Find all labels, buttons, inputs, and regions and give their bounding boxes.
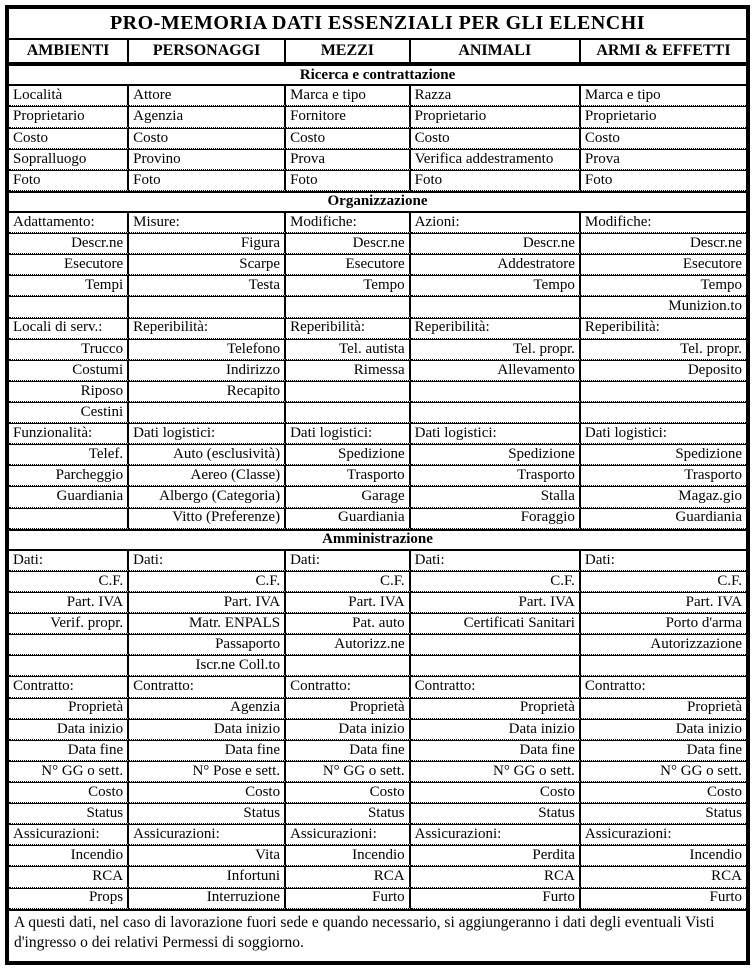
table-cell: Agenzia <box>129 698 286 719</box>
table-cell: N° GG o sett. <box>286 761 411 782</box>
table-cell: Addestratore <box>411 254 581 275</box>
table-cell <box>9 655 129 676</box>
table-cell: Esecutore <box>286 254 411 275</box>
table-cell: Verif. propr. <box>9 613 129 634</box>
table-cell: Razza <box>411 86 581 106</box>
table-cell: Costo <box>9 782 129 803</box>
table-cell: Data fine <box>581 740 746 761</box>
table-cell: Costo <box>286 128 411 149</box>
table-row <box>9 866 746 887</box>
table-cell: Guardiania <box>581 508 746 529</box>
block-header-cell: Assicurazioni: <box>286 824 411 845</box>
table-cell: Trasporto <box>411 465 581 486</box>
block-header-cell: Dati: <box>581 551 746 571</box>
table-cell: Iscr.ne Coll.to <box>129 655 286 676</box>
table-cell <box>9 634 129 655</box>
block-header-cell: Locali di serv.: <box>9 318 129 339</box>
table-cell: Albergo (Categoria) <box>129 486 286 507</box>
table-cell: Costo <box>581 128 746 149</box>
table-cell: Spedizione <box>286 444 411 465</box>
table-cell: Tempo <box>286 275 411 296</box>
section-band: Organizzazione <box>9 191 746 213</box>
table-row <box>9 86 746 106</box>
table-cell: Costo <box>581 782 746 803</box>
block-header-cell: Assicurazioni: <box>581 824 746 845</box>
table-cell: Status <box>129 803 286 824</box>
block-header-row <box>9 676 746 697</box>
table-row <box>9 296 746 317</box>
block-header-cell: Modifiche: <box>581 213 746 233</box>
table-row <box>9 149 746 170</box>
table-cell: Status <box>411 803 581 824</box>
table-cell: RCA <box>581 866 746 887</box>
block-header-cell: Dati logistici: <box>129 423 286 444</box>
table-cell: Autorizzazione <box>581 634 746 655</box>
table-cell: Props <box>9 888 129 909</box>
table-cell: Vita <box>129 845 286 866</box>
table-cell: Marca e tipo <box>286 86 411 106</box>
table-cell: Tel. propr. <box>411 339 581 360</box>
table-cell: Status <box>581 803 746 824</box>
block-header-cell: Assicurazioni: <box>411 824 581 845</box>
block-header-cell: Dati: <box>286 551 411 571</box>
table-cell: Costo <box>411 128 581 149</box>
table-cell <box>286 402 411 423</box>
block-header-cell: Misure: <box>129 213 286 233</box>
table-cell: RCA <box>9 866 129 887</box>
table-cell: Passaporto <box>129 634 286 655</box>
table-cell: Tempo <box>581 275 746 296</box>
table-row <box>9 698 746 719</box>
table-cell: Indirizzo <box>129 360 286 381</box>
table-cell: Aereo (Classe) <box>129 465 286 486</box>
table-cell: Vitto (Preferenze) <box>129 508 286 529</box>
table-cell: Matr. ENPALS <box>129 613 286 634</box>
table-cell <box>286 381 411 402</box>
table-cell: Trucco <box>9 339 129 360</box>
block-header-cell: Dati logistici: <box>411 423 581 444</box>
table-cell: Infortuni <box>129 866 286 887</box>
table-cell: Sopralluogo <box>9 149 129 170</box>
table-cell: RCA <box>411 866 581 887</box>
table-cell: Proprietario <box>581 106 746 127</box>
column-header-row <box>9 40 746 64</box>
table-row <box>9 128 746 149</box>
table-cell: Deposito <box>581 360 746 381</box>
table-cell: Part. IVA <box>411 592 581 613</box>
column-header: MEZZI <box>286 40 411 64</box>
table-row <box>9 106 746 127</box>
table-cell: Costo <box>411 782 581 803</box>
table-cell: Scarpe <box>129 254 286 275</box>
table-cell: Costumi <box>9 360 129 381</box>
section-band-row <box>9 64 746 86</box>
table-cell: Testa <box>129 275 286 296</box>
table-cell: Verifica addestramento <box>411 149 581 170</box>
section-band-row <box>9 529 746 551</box>
block-header-cell: Dati: <box>9 551 129 571</box>
table-cell: Stalla <box>411 486 581 507</box>
table-cell: Descr.ne <box>9 233 129 254</box>
table-row <box>9 592 746 613</box>
table-row <box>9 634 746 655</box>
table-cell <box>286 296 411 317</box>
table-row <box>9 719 746 740</box>
table-row <box>9 803 746 824</box>
block-header-cell: Contratto: <box>129 676 286 697</box>
table-cell: Part. IVA <box>129 592 286 613</box>
table-cell: Proprietario <box>9 106 129 127</box>
table-row <box>9 360 746 381</box>
table-cell: Magaz.gio <box>581 486 746 507</box>
table-cell: Part. IVA <box>581 592 746 613</box>
column-header: PERSONAGGI <box>129 40 286 64</box>
table-cell: Trasporto <box>581 465 746 486</box>
table-cell: Allevamento <box>411 360 581 381</box>
table-row <box>9 402 746 423</box>
table-cell: Certificati Sanitari <box>411 613 581 634</box>
table-cell <box>411 381 581 402</box>
table-cell: Incendio <box>581 845 746 866</box>
block-header-cell: Contratto: <box>581 676 746 697</box>
table-cell <box>9 508 129 529</box>
block-header-row <box>9 551 746 571</box>
table-cell: Data inizio <box>129 719 286 740</box>
table-cell: Incendio <box>9 845 129 866</box>
table-row <box>9 465 746 486</box>
table-cell: Trasporto <box>286 465 411 486</box>
table-cell: Foto <box>581 170 746 191</box>
table-cell: Tempo <box>411 275 581 296</box>
page-title: PRO-MEMORIA DATI ESSENZIALI PER GLI ELENCHI <box>9 9 746 40</box>
table-cell: Cestini <box>9 402 129 423</box>
table-cell: Tempi <box>9 275 129 296</box>
table-cell: Guardiania <box>9 486 129 507</box>
table-cell: Auto (esclusività) <box>129 444 286 465</box>
table-cell: N° GG o sett. <box>411 761 581 782</box>
block-header-cell: Dati logistici: <box>286 423 411 444</box>
block-header-cell: Dati logistici: <box>581 423 746 444</box>
table-cell: Marca e tipo <box>581 86 746 106</box>
table-row <box>9 888 746 909</box>
table-cell: Spedizione <box>581 444 746 465</box>
table-row <box>9 761 746 782</box>
table-cell <box>129 296 286 317</box>
table-cell: Data inizio <box>9 719 129 740</box>
table-cell: Data inizio <box>581 719 746 740</box>
title-row <box>9 9 746 40</box>
table-cell: Proprietà <box>411 698 581 719</box>
table-cell: Furto <box>581 888 746 909</box>
table-cell: Agenzia <box>129 106 286 127</box>
table-cell: N° GG o sett. <box>581 761 746 782</box>
table-row <box>9 170 746 191</box>
section-band: Ricerca e contrattazione <box>9 64 746 86</box>
table-row <box>9 444 746 465</box>
table-row <box>9 233 746 254</box>
table-cell: Foto <box>129 170 286 191</box>
table-cell <box>286 655 411 676</box>
table-cell: Interruzione <box>129 888 286 909</box>
table-cell: Rimessa <box>286 360 411 381</box>
table-cell: RCA <box>286 866 411 887</box>
table-row <box>9 508 746 529</box>
table-cell: N° GG o sett. <box>9 761 129 782</box>
section-band-row <box>9 191 746 213</box>
block-header-cell: Dati: <box>411 551 581 571</box>
table-cell: Pat. auto <box>286 613 411 634</box>
table-cell: Prova <box>286 149 411 170</box>
table-cell <box>581 402 746 423</box>
table-cell: Telefono <box>129 339 286 360</box>
column-header: ARMI & EFFETTI <box>581 40 746 64</box>
table-row <box>9 571 746 592</box>
block-header-row <box>9 318 746 339</box>
table-cell: Costo <box>286 782 411 803</box>
table-row <box>9 381 746 402</box>
section-band: Amministrazione <box>9 529 746 551</box>
table-cell: Data fine <box>9 740 129 761</box>
column-header: AMBIENTI <box>9 40 129 64</box>
table-body <box>9 9 746 961</box>
table-row <box>9 655 746 676</box>
table-cell: Descr.ne <box>411 233 581 254</box>
table-cell: Esecutore <box>9 254 129 275</box>
table-row <box>9 339 746 360</box>
table-cell: Proprietario <box>411 106 581 127</box>
table-cell: Riposo <box>9 381 129 402</box>
table-cell: Descr.ne <box>581 233 746 254</box>
table-cell: Parcheggio <box>9 465 129 486</box>
table-cell <box>411 655 581 676</box>
table-cell: Tel. autista <box>286 339 411 360</box>
table-cell: Garage <box>286 486 411 507</box>
table-cell: Incendio <box>286 845 411 866</box>
table-cell <box>411 296 581 317</box>
table-cell: Telef. <box>9 444 129 465</box>
table-cell: Status <box>9 803 129 824</box>
table-cell: C.F. <box>581 571 746 592</box>
table-row <box>9 613 746 634</box>
block-header-cell: Assicurazioni: <box>129 824 286 845</box>
table-cell: Foraggio <box>411 508 581 529</box>
footer-row <box>9 909 746 961</box>
block-header-row <box>9 423 746 444</box>
block-header-cell: Reperibilità: <box>411 318 581 339</box>
table-cell: Costo <box>9 128 129 149</box>
block-header-cell: Dati: <box>129 551 286 571</box>
block-header-cell: Reperibilità: <box>286 318 411 339</box>
table-cell <box>411 634 581 655</box>
table-cell: Data fine <box>286 740 411 761</box>
block-header-cell: Modifiche: <box>286 213 411 233</box>
block-header-row <box>9 213 746 233</box>
table-cell: N° Pose e sett. <box>129 761 286 782</box>
footer-note: A questi dati, nel caso di lavorazione fuori sede e quando necessario, si aggiungeranno i dati degli eventuali Visti d'ingresso o dei relativi Permessi di soggiorno. <box>9 909 746 961</box>
block-header-cell: Reperibilità: <box>581 318 746 339</box>
table-cell <box>581 381 746 402</box>
block-header-cell: Adattamento: <box>9 213 129 233</box>
table-cell: Autorizz.ne <box>286 634 411 655</box>
table-cell <box>129 402 286 423</box>
table-cell: C.F. <box>9 571 129 592</box>
table-cell: Data fine <box>411 740 581 761</box>
table-cell: C.F. <box>129 571 286 592</box>
table-cell: Perdita <box>411 845 581 866</box>
table-cell: Figura <box>129 233 286 254</box>
table-cell: Località <box>9 86 129 106</box>
table-row <box>9 740 746 761</box>
table-cell: Recapito <box>129 381 286 402</box>
table-cell: Costo <box>129 128 286 149</box>
table-cell: Munizion.to <box>581 296 746 317</box>
table-cell: Esecutore <box>581 254 746 275</box>
table-cell: Costo <box>129 782 286 803</box>
table-cell: Part. IVA <box>286 592 411 613</box>
block-header-cell: Contratto: <box>9 676 129 697</box>
table-cell: Proprietà <box>286 698 411 719</box>
block-header-cell: Assicurazioni: <box>9 824 129 845</box>
table-cell: Part. IVA <box>9 592 129 613</box>
table-row <box>9 254 746 275</box>
block-header-cell: Contratto: <box>286 676 411 697</box>
table-row <box>9 275 746 296</box>
table-cell: Porto d'arma <box>581 613 746 634</box>
table-cell: Furto <box>286 888 411 909</box>
table-cell <box>411 402 581 423</box>
table-cell: Prova <box>581 149 746 170</box>
table-cell: C.F. <box>286 571 411 592</box>
block-header-cell: Reperibilità: <box>129 318 286 339</box>
table-cell: Data fine <box>129 740 286 761</box>
table-cell: Foto <box>411 170 581 191</box>
table-cell: C.F. <box>411 571 581 592</box>
table-cell: Data inizio <box>411 719 581 740</box>
column-header: ANIMALI <box>411 40 581 64</box>
table-row <box>9 845 746 866</box>
table-cell: Attore <box>129 86 286 106</box>
table-cell: Data inizio <box>286 719 411 740</box>
table-cell: Descr.ne <box>286 233 411 254</box>
table-cell: Proprietà <box>581 698 746 719</box>
table-cell: Guardiania <box>286 508 411 529</box>
table-cell <box>9 296 129 317</box>
table-cell: Status <box>286 803 411 824</box>
table-cell <box>581 655 746 676</box>
block-header-cell: Funzionalità: <box>9 423 129 444</box>
table-frame <box>5 5 750 965</box>
table-cell: Proprietà <box>9 698 129 719</box>
table-cell: Foto <box>9 170 129 191</box>
table-row <box>9 782 746 803</box>
table-cell: Spedizione <box>411 444 581 465</box>
table-cell: Furto <box>411 888 581 909</box>
table-cell: Fornitore <box>286 106 411 127</box>
block-header-cell: Contratto: <box>411 676 581 697</box>
pro-memoria-table <box>9 9 746 961</box>
block-header-cell: Azioni: <box>411 213 581 233</box>
table-row <box>9 486 746 507</box>
table-cell: Tel. propr. <box>581 339 746 360</box>
table-cell: Provino <box>129 149 286 170</box>
block-header-row <box>9 824 746 845</box>
table-cell: Foto <box>286 170 411 191</box>
